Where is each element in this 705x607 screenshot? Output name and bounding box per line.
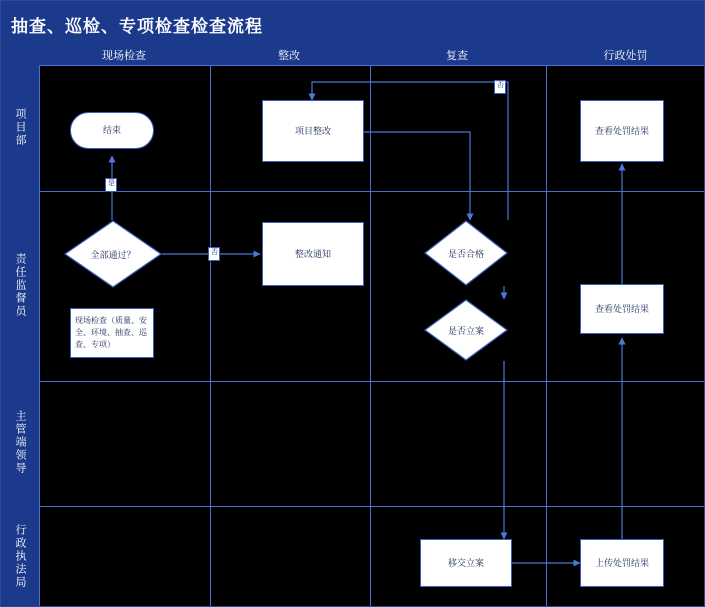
node-end[interactable]: 结束 xyxy=(70,112,154,149)
node-all-passed-label: 全部通过？ xyxy=(90,249,136,260)
row-header-project-dept: 项目部 xyxy=(14,108,26,147)
node-all-passed[interactable] xyxy=(64,220,162,288)
column-header-penalty: 行政处罚 xyxy=(603,50,648,62)
column-header-band xyxy=(1,47,705,65)
node-view-penalty-mid[interactable]: 查看处罚结果 xyxy=(580,284,664,334)
title-bar xyxy=(1,1,705,47)
swimlane-divider-1 xyxy=(40,191,705,192)
page-title: 抽查、巡检、专项检查检查流程 xyxy=(11,16,263,36)
column-header-site-check: 现场检查 xyxy=(102,50,146,62)
row-header-band xyxy=(1,65,39,607)
row-header-leader: 主管端领导 xyxy=(14,410,26,475)
node-view-penalty-top[interactable]: 查看处罚结果 xyxy=(580,100,664,162)
diagram-canvas xyxy=(39,65,705,607)
row-header-supervisor: 责任监督员 xyxy=(14,252,26,318)
node-project-rectify[interactable]: 项目整改 xyxy=(262,100,364,162)
node-transfer-filing[interactable]: 移交立案 xyxy=(420,539,512,587)
column-header-rectify: 整改 xyxy=(278,50,300,62)
node-is-filed-label: 是否立案 xyxy=(447,325,484,336)
edge-rectify-to-qualified xyxy=(364,132,470,220)
node-upload-penalty[interactable]: 上传处罚结果 xyxy=(580,539,664,587)
node-site-check-note[interactable]: 现场检查（质量、安全、环境、抽查、巡查、专项） xyxy=(70,308,154,358)
swimlane-divider-2 xyxy=(40,381,705,382)
edge-label-no-requalify: 否 xyxy=(494,80,506,94)
edge-label-yes-end: 是 xyxy=(105,178,117,192)
row-header-enforcement: 行政执法局 xyxy=(14,523,26,589)
edge-label-no-rectify: 否 xyxy=(208,247,220,261)
node-is-qualified-label: 是否合格 xyxy=(447,248,484,259)
column-divider-2 xyxy=(370,66,371,607)
node-is-filed[interactable] xyxy=(424,299,508,361)
node-rectify-notice[interactable]: 整改通知 xyxy=(262,222,364,286)
swimlane-divider-3 xyxy=(40,506,705,507)
column-divider-1 xyxy=(210,66,211,607)
column-header-recheck: 复查 xyxy=(446,50,468,62)
column-divider-3 xyxy=(546,66,547,607)
node-is-qualified[interactable] xyxy=(424,220,508,286)
